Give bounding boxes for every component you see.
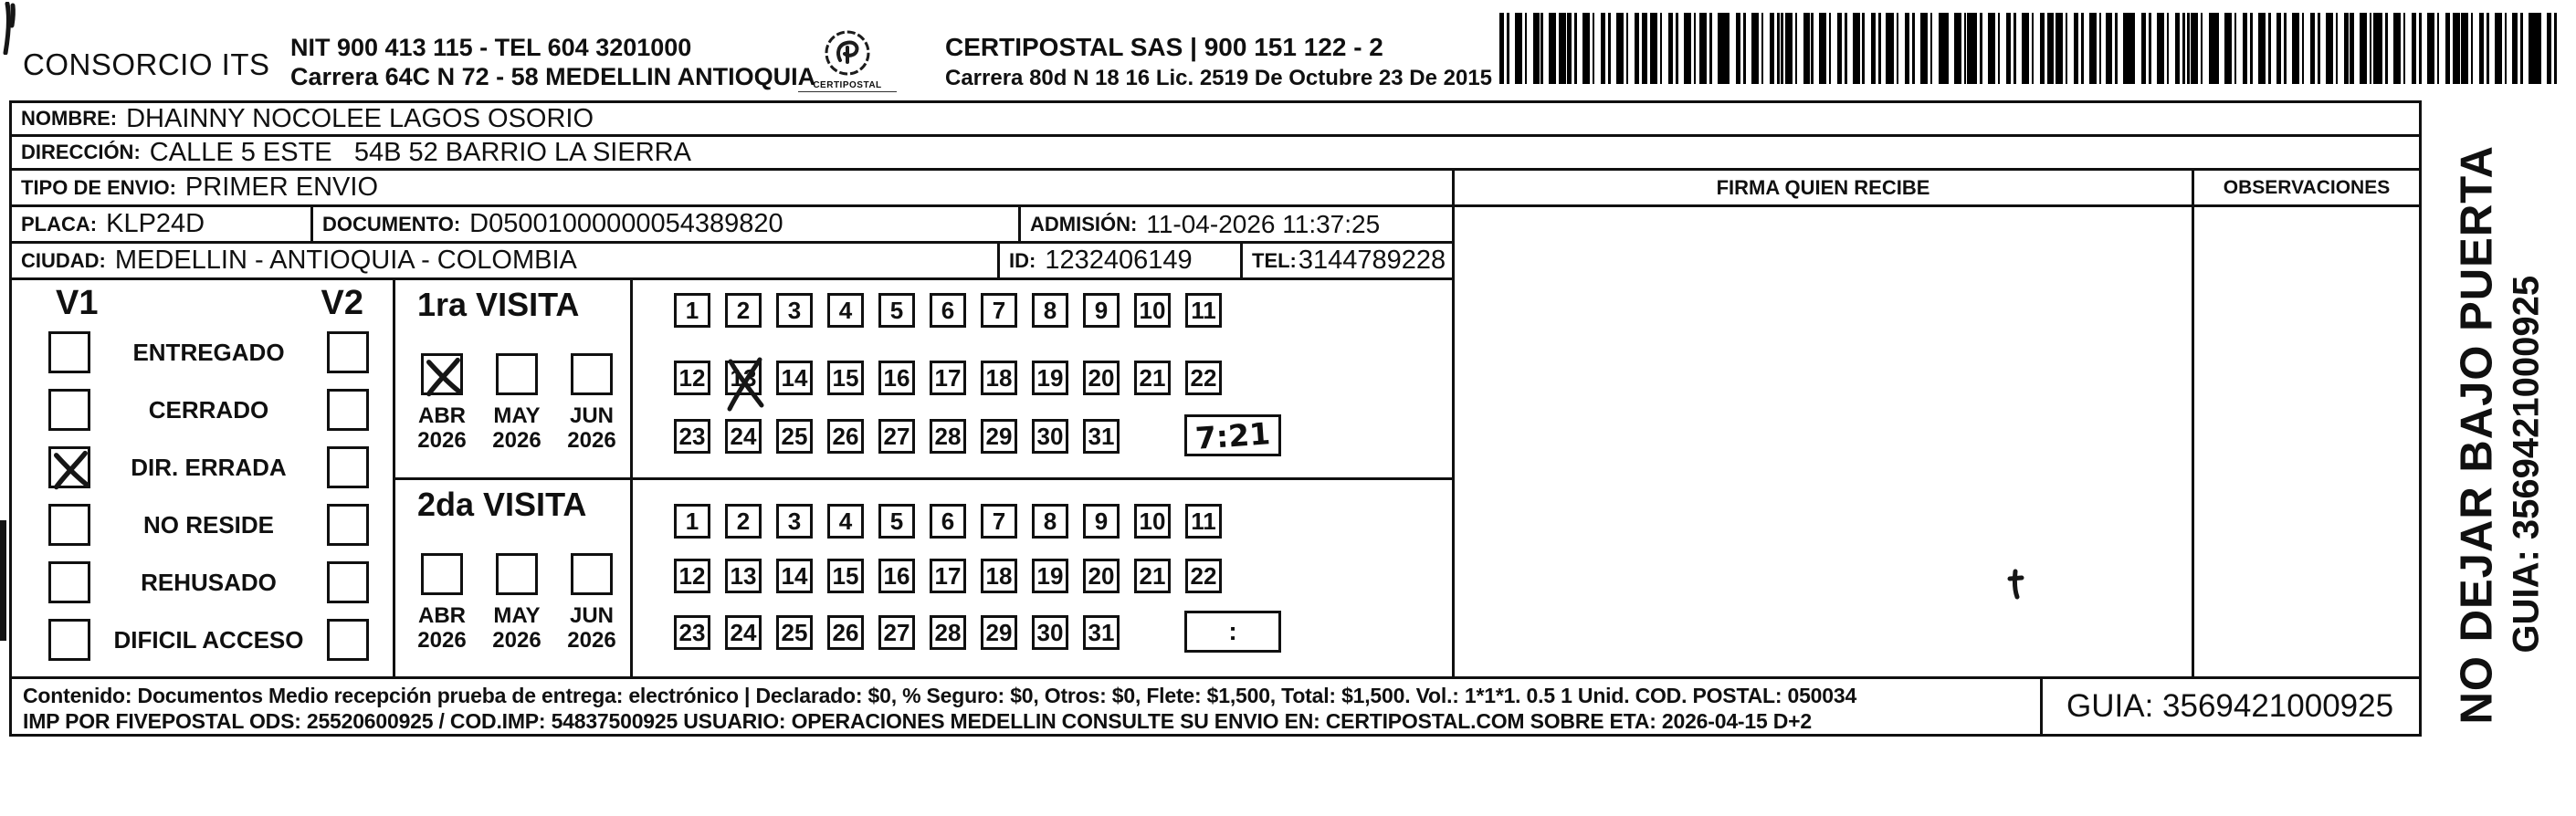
- visita-1-day-cell-25[interactable]: 25: [776, 419, 813, 454]
- visita-2-day-cell-16[interactable]: 16: [878, 559, 915, 593]
- tipo-envio-cell: [12, 171, 1455, 204]
- status-checkbox-panel: [12, 280, 395, 676]
- side-instruction-strip: [2422, 100, 2576, 737]
- visita-1-day-cell-2[interactable]: 2: [725, 293, 762, 328]
- status-label-rehusado: REHUSADO: [141, 568, 277, 596]
- visita-1-month-abr: [405, 353, 479, 454]
- sender-address: Carrera 64C N 72 - 58 MEDELLIN ANTIOQUIA: [290, 63, 816, 90]
- visita-2-day-row-3: [674, 615, 1120, 650]
- firma-column-header: FIRMA QUIEN RECIBE: [1455, 171, 2194, 204]
- observaciones-column-header: OBSERVACIONES: [2223, 176, 2391, 198]
- visita-2-day-cell-6[interactable]: 6: [930, 504, 966, 539]
- visita-1-day-cell-10[interactable]: 10: [1134, 293, 1171, 328]
- status-label-no-reside: NO RESIDE: [142, 510, 275, 539]
- visita-1-day-cell-14[interactable]: 14: [776, 361, 813, 395]
- visita-2-time-box[interactable]: [1184, 611, 1281, 653]
- visita-2-day-cell-21[interactable]: 21: [1134, 559, 1171, 593]
- visita-2-day-row-1: [674, 504, 1222, 539]
- direccion-value: CALLE 5 ESTE 54B 52 BARRIO LA SIERRA: [149, 137, 691, 167]
- side-strip-rotated-text: [2422, 100, 2576, 737]
- visita-2-year-label-abr: 2026: [417, 628, 467, 653]
- visita-1-day-cell-28[interactable]: 28: [930, 419, 966, 454]
- delivery-form-table: [9, 100, 2422, 737]
- visita-1-day-cell-21[interactable]: 21: [1134, 361, 1171, 395]
- visita-2-day-cell-13[interactable]: 13: [725, 559, 762, 593]
- nombre-row: [12, 103, 2419, 137]
- v1-rehusado-checkbox[interactable]: [48, 561, 90, 603]
- sender-contact-block: [290, 33, 815, 91]
- visit-2-title: 2da VISITA: [417, 486, 587, 523]
- visita-2-jun-checkbox[interactable]: [571, 553, 613, 595]
- contenido-line-1: Contenido: Documentos Medio recepción prueba de entrega: electrónico | Declarado: $0, % Seguro: $0, Otros: $0, Flete: $1,500, Total: $1,500. Vol.: 1*1*1. 0.5 1 Unid. COD. POSTAL: 050034: [23, 684, 1857, 707]
- visita-1-day-cell-8[interactable]: 8: [1032, 293, 1068, 328]
- firma-quien-recibe-area[interactable]: [1455, 207, 2194, 676]
- id-cell: [1000, 244, 1243, 277]
- visita-1-year-label-may: 2026: [492, 428, 541, 453]
- visita-2-day-cell-28[interactable]: 28: [930, 615, 966, 650]
- carrier-block: [945, 33, 1492, 91]
- visita-1-year-label-jun: 2026: [567, 428, 616, 453]
- visita-1-day-cell-11[interactable]: 11: [1185, 293, 1222, 328]
- placa-value: KLP24D: [106, 209, 205, 238]
- admision-label: ADMISIÓN:: [1030, 212, 1138, 235]
- visita-2-day-cell-27[interactable]: 27: [878, 615, 915, 650]
- sender-nit-tel: NIT 900 413 115 - TEL 604 3201000: [290, 34, 692, 61]
- guia-number-box: GUIA: 3569421000925: [2040, 679, 2419, 734]
- ciudad-row: [12, 244, 1455, 280]
- visita-1-month-label-may: MAY: [493, 403, 541, 428]
- visita-1-day-cell-18[interactable]: 18: [981, 361, 1017, 395]
- visita-1-day-row-3: [674, 419, 1120, 454]
- visita-1-day-cell-5[interactable]: 5: [878, 293, 915, 328]
- certipostal-logo-icon: [822, 27, 873, 78]
- visit-divider-line: [395, 477, 1455, 480]
- visita-1-day-cell-26[interactable]: 26: [827, 419, 864, 454]
- no-dejar-bajo-puerta-text: NO DEJAR BAJO PUERTA: [2452, 144, 2501, 724]
- documento-label: DOCUMENTO:: [322, 212, 461, 235]
- visita-2-month-jun: [554, 553, 629, 654]
- visita-1-day-cell-16[interactable]: 16: [878, 361, 915, 395]
- id-value: 1232406149: [1045, 246, 1193, 275]
- visita-2-day-cell-22[interactable]: 22: [1185, 559, 1222, 593]
- status-row-rehusado: [48, 561, 369, 603]
- documento-cell: [313, 207, 1021, 241]
- visita-1-day-cell-27[interactable]: 27: [878, 419, 915, 454]
- status-label-dificil-acceso: DIFICIL ACCESO: [113, 625, 304, 654]
- visita-1-day-row-2: [674, 361, 1222, 395]
- contenido-line-2: IMP POR FIVEPOSTAL ODS: 25520600925 / COD.IMP: 54837500925 USUARIO: OPERACIONES MEDELLIN CONSULTE SU ENVIO EN: CERTIPOSTAL.COM SOBRE ETA: 2026-04-15 D+2: [23, 709, 1812, 733]
- visita-2-year-label-jun: 2026: [567, 628, 616, 653]
- v2-column-label: V2: [321, 284, 363, 322]
- visita-1-month-label-jun: JUN: [569, 403, 614, 428]
- visita-1-day-cell-24[interactable]: 24: [725, 419, 762, 454]
- nombre-label: NOMBRE:: [21, 107, 118, 130]
- carrier-license: Carrera 80d N 18 16 Lic. 2519 De Octubre 23 De 2015: [945, 66, 1493, 90]
- visita-2-day-cell-5[interactable]: 5: [878, 504, 915, 539]
- tipo-envio-value: PRIMER ENVIO: [184, 173, 379, 202]
- visita-2-day-cell-12[interactable]: 12: [674, 559, 710, 593]
- visita-2-day-cell-30[interactable]: 30: [1032, 615, 1068, 650]
- visita-2-day-cell-25[interactable]: 25: [776, 615, 813, 650]
- visita-1-day-cell-3[interactable]: 3: [776, 293, 813, 328]
- visita-1-day-cell-7[interactable]: 7: [981, 293, 1017, 328]
- v2-dir-errada-checkbox[interactable]: [327, 446, 369, 488]
- v2-cerrado-checkbox[interactable]: [327, 389, 369, 431]
- direccion-label: DIRECCIÓN:: [21, 141, 141, 163]
- ciudad-label: CIUDAD:: [21, 248, 106, 272]
- visita-1-time-box[interactable]: [1184, 414, 1281, 456]
- visita-1-time-value: 7:21: [1193, 414, 1272, 456]
- v2-no-reside-checkbox[interactable]: [327, 504, 369, 546]
- visita-2-day-cell-8[interactable]: 8: [1032, 504, 1068, 539]
- v1-entregado-checkbox[interactable]: [48, 331, 90, 373]
- shipment-barcode: [1499, 13, 2557, 84]
- status-label-cerrado: CERRADO: [148, 395, 269, 424]
- tel-label: TEL:: [1252, 248, 1297, 272]
- visita-1-day-cell-9[interactable]: 9: [1083, 293, 1120, 328]
- visita-2-day-cell-26[interactable]: 26: [827, 615, 864, 650]
- visita-2-may-checkbox[interactable]: [496, 553, 538, 595]
- tipo-envio-row: [12, 171, 2419, 207]
- visita-1-day-cell-31[interactable]: 31: [1083, 419, 1120, 454]
- visit-1-header-block: [395, 280, 630, 477]
- visita-2-day-cell-17[interactable]: 17: [930, 559, 966, 593]
- tipo-envio-label: TIPO DE ENVIO:: [21, 175, 176, 199]
- visita-2-day-cell-9[interactable]: 9: [1083, 504, 1120, 539]
- visita-1-day-cell-13[interactable]: 13: [725, 361, 762, 395]
- visit-column-labels: [12, 280, 393, 323]
- visita-2-month-label-abr: ABR: [418, 603, 466, 628]
- visita-2-day-cell-20[interactable]: 20: [1083, 559, 1120, 593]
- v1-column-label: V1: [56, 284, 99, 322]
- v1-dir-errada-checkbox[interactable]: [48, 446, 90, 488]
- visita-1-day-cell-22[interactable]: 22: [1185, 361, 1222, 395]
- visita-2-day-cell-24[interactable]: 24: [725, 615, 762, 650]
- visita-2-day-cell-4[interactable]: 4: [827, 504, 864, 539]
- visita-2-day-row-2: [674, 559, 1222, 593]
- visita-2-day-cell-3[interactable]: 3: [776, 504, 813, 539]
- status-label-dir-errada: DIR. ERRADA: [131, 453, 287, 481]
- visita-1-day-row-1: [674, 293, 1222, 328]
- status-row-no-reside: [48, 504, 369, 546]
- status-row-dificil-acceso: [48, 619, 369, 661]
- visita-2-month-label-may: MAY: [493, 603, 541, 628]
- v1-no-reside-checkbox[interactable]: [48, 504, 90, 546]
- visita-1-day-cell-15[interactable]: 15: [827, 361, 864, 395]
- visita-1-day-cell-30[interactable]: 30: [1032, 419, 1068, 454]
- visita-1-day-cell-17[interactable]: 17: [930, 361, 966, 395]
- visit-1-calendar: [633, 280, 1455, 477]
- visita-2-day-cell-11[interactable]: 11: [1185, 504, 1222, 539]
- visita-1-day-cell-1[interactable]: 1: [674, 293, 710, 328]
- admision-value: 11-04-2026 11:37:25: [1146, 209, 1381, 238]
- sender-company-name: CONSORCIO ITS: [23, 47, 270, 81]
- tel-cell: [1243, 244, 1455, 277]
- visita-1-may-checkbox[interactable]: [496, 353, 538, 395]
- visita-2-day-cell-7[interactable]: 7: [981, 504, 1017, 539]
- visita-2-abr-checkbox[interactable]: [421, 553, 463, 595]
- status-row-cerrado: [48, 389, 369, 431]
- contenido-summary: [12, 679, 2040, 734]
- visit-1-months: [405, 353, 629, 454]
- visita-1-day-cell-4[interactable]: 4: [827, 293, 864, 328]
- ciudad-cell: [12, 244, 1000, 277]
- status-row-dir-errada: [48, 446, 369, 488]
- visit-2-calendar: [633, 480, 1455, 676]
- visita-2-day-cell-29[interactable]: 29: [981, 615, 1017, 650]
- status-rows: [12, 331, 393, 661]
- observaciones-area[interactable]: [2194, 207, 2419, 676]
- visita-1-day-cell-29[interactable]: 29: [981, 419, 1017, 454]
- visita-2-time-value: :: [1228, 617, 1237, 645]
- visita-2-month-label-jun: JUN: [569, 603, 614, 628]
- nombre-value: DHAINNY NOCOLEE LAGOS OSORIO: [126, 103, 594, 133]
- v2-dificil-acceso-checkbox[interactable]: [327, 619, 369, 661]
- handwritten-x-mark: [718, 356, 771, 413]
- certipostal-logo-caption: CERTIPOSTAL: [798, 80, 897, 92]
- handwritten-x-mark: [421, 353, 467, 399]
- placa-documento-row: [12, 207, 1455, 244]
- v1-dificil-acceso-checkbox[interactable]: [48, 619, 90, 661]
- placa-cell: [12, 207, 313, 241]
- status-label-entregado: ENTREGADO: [132, 338, 285, 366]
- visita-2-day-cell-2[interactable]: 2: [725, 504, 762, 539]
- visita-1-day-cell-12[interactable]: 12: [674, 361, 710, 395]
- visita-1-day-cell-6[interactable]: 6: [930, 293, 966, 328]
- visita-2-day-cell-19[interactable]: 19: [1032, 559, 1068, 593]
- visit-2-months: [405, 553, 629, 654]
- visita-1-month-label-abr: ABR: [418, 403, 466, 428]
- ciudad-value: MEDELLIN - ANTIOQUIA - COLOMBIA: [114, 246, 577, 275]
- side-guia-number: GUIA: 3569421000925: [2506, 275, 2546, 653]
- scan-artifact-corner: [2, 2, 18, 55]
- v2-entregado-checkbox[interactable]: [327, 331, 369, 373]
- id-label: ID:: [1009, 248, 1036, 272]
- v2-rehusado-checkbox[interactable]: [327, 561, 369, 603]
- scan-artifact-bar: [0, 520, 6, 641]
- visita-1-day-cell-20[interactable]: 20: [1083, 361, 1120, 395]
- direccion-row: [12, 137, 2419, 171]
- footer-row: [12, 676, 2419, 734]
- admision-cell: [1021, 207, 1455, 241]
- visita-2-day-cell-14[interactable]: 14: [776, 559, 813, 593]
- handwritten-x-mark: [48, 446, 94, 492]
- visita-1-month-jun: [554, 353, 629, 454]
- documento-value: D05001000000054389820: [469, 209, 783, 238]
- placa-label: PLACA:: [21, 212, 98, 235]
- visita-1-year-label-abr: 2026: [417, 428, 467, 453]
- visits-zone: [12, 280, 1455, 676]
- visit-1-title: 1ra VISITA: [417, 286, 580, 323]
- v1-cerrado-checkbox[interactable]: [48, 389, 90, 431]
- visita-2-day-cell-15[interactable]: 15: [827, 559, 864, 593]
- visita-2-day-cell-1[interactable]: 1: [674, 504, 710, 539]
- visita-1-day-cell-23[interactable]: 23: [674, 419, 710, 454]
- visita-2-day-cell-10[interactable]: 10: [1134, 504, 1171, 539]
- visita-1-jun-checkbox[interactable]: [571, 353, 613, 395]
- visita-2-day-cell-23[interactable]: 23: [674, 615, 710, 650]
- visita-2-day-cell-18[interactable]: 18: [981, 559, 1017, 593]
- tel-value: 3144789228: [1298, 246, 1446, 275]
- visita-1-month-may: [479, 353, 554, 454]
- visita-2-day-cell-31[interactable]: 31: [1083, 615, 1120, 650]
- stray-ink-mark: [2007, 568, 2025, 601]
- visita-1-day-cell-19[interactable]: 19: [1032, 361, 1068, 395]
- visita-1-abr-checkbox[interactable]: [421, 353, 463, 395]
- carrier-name: CERTIPOSTAL SAS | 900 151 122 - 2: [945, 33, 1383, 61]
- visita-2-month-may: [479, 553, 554, 654]
- status-row-entregado: [48, 331, 369, 373]
- visita-2-month-abr: [405, 553, 479, 654]
- visita-2-year-label-may: 2026: [492, 628, 541, 653]
- visit-2-header-block: [395, 480, 630, 676]
